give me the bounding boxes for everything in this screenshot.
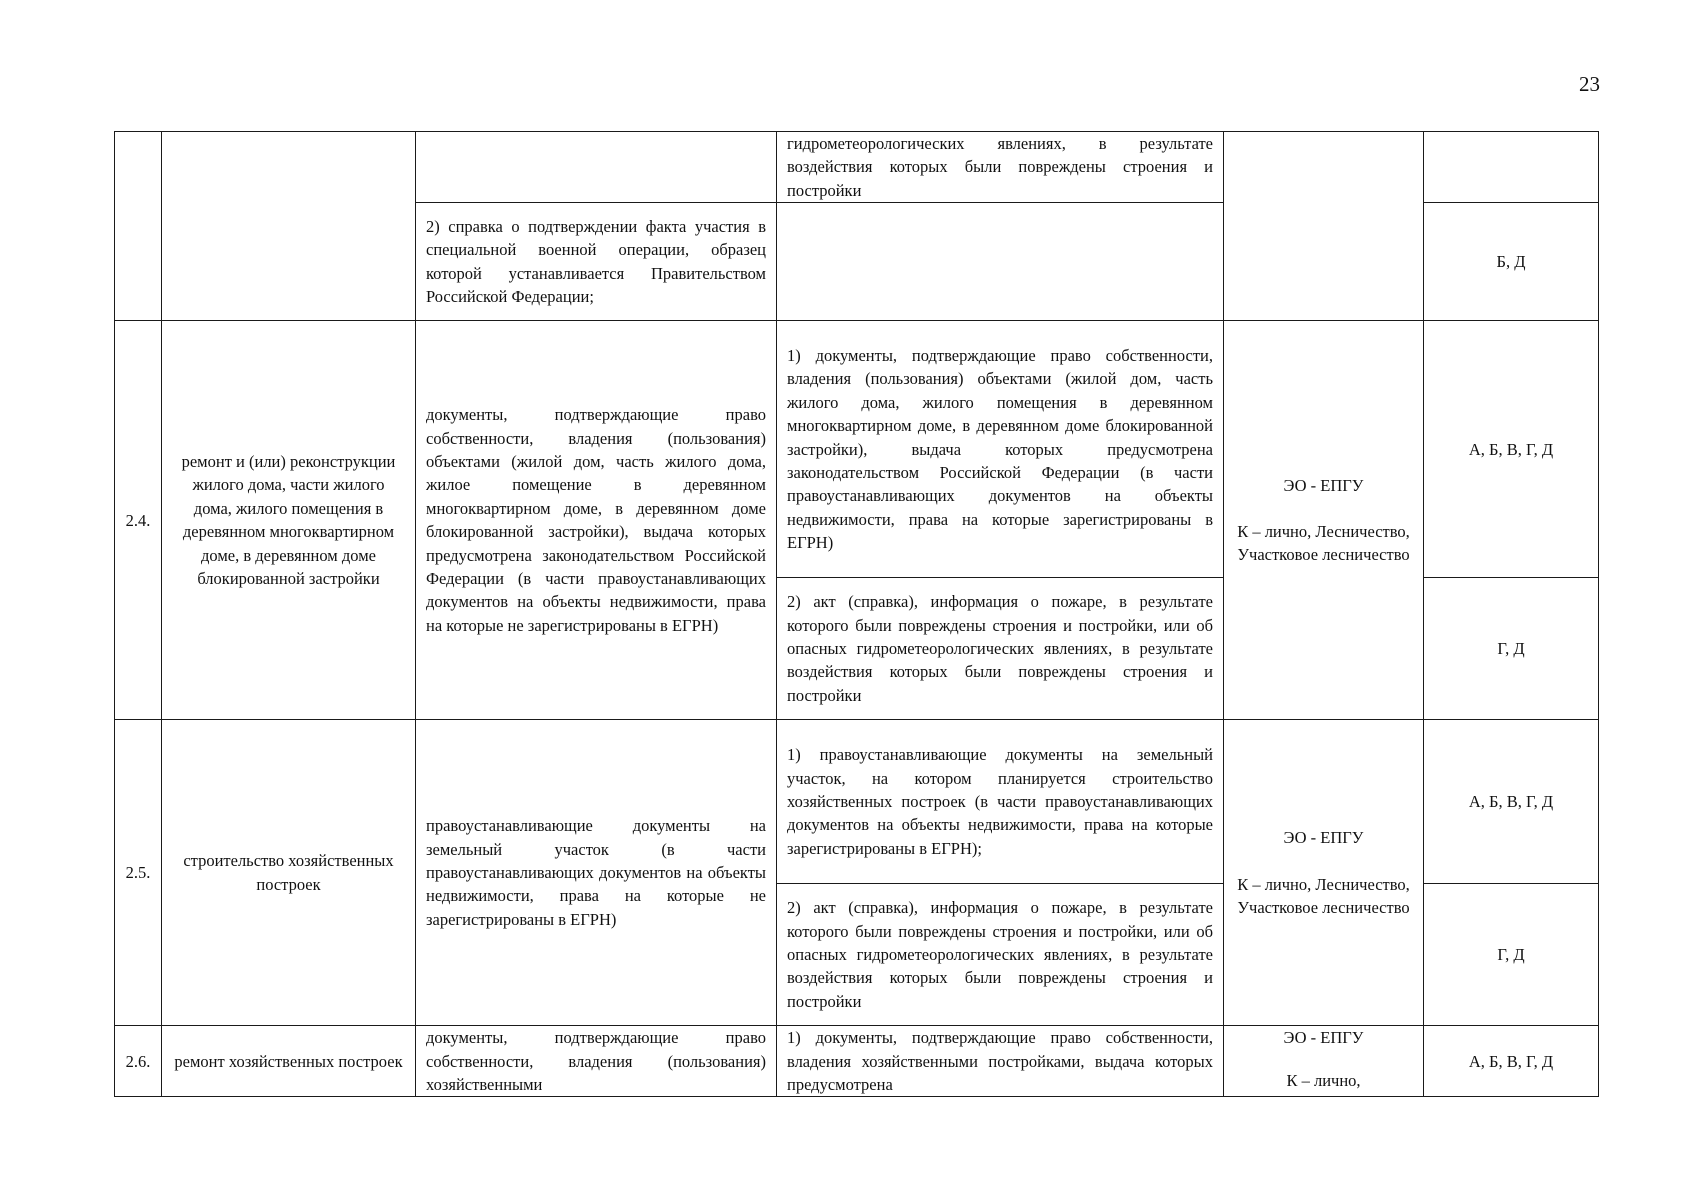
cell-number: 2.4.	[115, 321, 162, 720]
spacer	[1234, 497, 1413, 520]
cell-doc-interagency: 1) документы, подтверждающие право собственности, владения (пользования) объектами (жилой дом, часть жилого дома, жилого помещения в деревянном многоквартирном доме, в деревянном доме блокированной застройки), выдача которых предусмотрена законодательством Российской Федерации (в части правоустанавливающих документов на объекты недвижимости, права на которые зарегистрированы в ЕГРН)	[777, 321, 1224, 578]
spacer	[1234, 1050, 1413, 1069]
cell-doc-applicant: документы, подтверждающие право собственности, владения (пользования) объектами (жилой дом, часть жилого дома, жилое помещение в деревянном многоквартирном доме, в деревянном доме блокированной застройки), выдача которых предусмотрена законодательством Российской Федерации (в части правоустанавливающих документов на объекты недвижимости, права на которые не зарегистрированы в ЕГРН)	[416, 321, 777, 720]
cell-doc-applicant: документы, подтверждающие право собственности, владения (пользования) хозяйственными	[416, 1026, 777, 1097]
cell-basis: А, Б, В, Г, Д	[1424, 321, 1599, 578]
cell-basis	[1424, 132, 1599, 203]
cell-number: 2.6.	[115, 1026, 162, 1097]
channel-electronic: ЭО - ЕПГУ	[1283, 828, 1364, 848]
page-number: 23	[1579, 72, 1600, 96]
cell-doc-applicant: правоустанавливающие документы на земельный участок (в части правоустанавливающих документов на объекты недвижимости, права на которые не зарегистрированы в ЕГРН)	[416, 720, 777, 1026]
cell-doc-interagency: 1) правоустанавливающие документы на земельный участок, на котором планируется строительство хозяйственных построек (в части правоустанавливающих документов на объекты недвижимости, права на которые зарегистрированы в ЕГРН);	[777, 720, 1224, 884]
requirements-table	[114, 131, 1599, 1097]
cell-doc-interagency	[777, 203, 1224, 321]
cell-doc-interagency: 2) акт (справка), информация о пожаре, в результате которого были повреждены строения и постройки, или об опасных гидрометеорологических явлениях, в результате воздействия которых были повреждены строения и постройки	[777, 884, 1224, 1026]
table-row-continuation	[115, 132, 1599, 203]
cell-doc-interagency: гидрометеорологических явлениях, в результате воздействия которых были повреждены строения и постройки	[777, 132, 1224, 203]
table-row-2-4	[115, 321, 1599, 578]
channel-electronic: ЭО - ЕПГУ	[1283, 1028, 1364, 1048]
cell-basis: Б, Д	[1424, 203, 1599, 321]
cell-channel	[1224, 132, 1424, 321]
cell-channel	[1224, 1026, 1424, 1097]
cell-doc-applicant: 2) справка о подтверждении факта участия в специальной военной операции, образец которой устанавливается Правительством Российской Федерации;	[416, 203, 777, 321]
cell-basis: Г, Д	[1424, 884, 1599, 1026]
cell-channel	[1224, 720, 1424, 1026]
cell-doc-applicant	[416, 132, 777, 203]
cell-basis: Г, Д	[1424, 578, 1599, 720]
channel-electronic: ЭО - ЕПГУ	[1283, 475, 1364, 495]
cell-basis: А, Б, В, Г, Д	[1424, 720, 1599, 884]
channel-inperson: К – лично,	[1286, 1070, 1361, 1090]
cell-basis: А, Б, В, Г, Д	[1424, 1026, 1599, 1097]
cell-doc-interagency: 1) документы, подтверждающие право собственности, владения хозяйственными постройками, выдача которых предусмотрена	[777, 1026, 1224, 1097]
table-row-2-6	[115, 1026, 1599, 1097]
cell-purpose: ремонт хозяйственных построек	[162, 1026, 416, 1097]
cell-doc-interagency: 2) акт (справка), информация о пожаре, в результате которого были повреждены строения и постройки, или об опасных гидрометеорологических явлениях, в результате воздействия которых были повреждены строения и постройки	[777, 578, 1224, 720]
channel-inperson: К – лично, Лесничество, Участковое лесничество	[1237, 522, 1410, 565]
spacer	[1234, 850, 1413, 873]
channel-inperson: К – лично, Лесничество, Участковое лесничество	[1237, 874, 1410, 917]
cell-number	[115, 132, 162, 321]
cell-purpose: строительство хозяйственных построек	[162, 720, 416, 1026]
cell-purpose: ремонт и (или) реконструкции жилого дома, части жилого дома, жилого помещения в деревянном многоквартирном доме, в деревянном доме блокированной застройки	[162, 321, 416, 720]
cell-purpose	[162, 132, 416, 321]
cell-channel	[1224, 321, 1424, 720]
cell-number: 2.5.	[115, 720, 162, 1026]
table-row-2-5	[115, 720, 1599, 884]
